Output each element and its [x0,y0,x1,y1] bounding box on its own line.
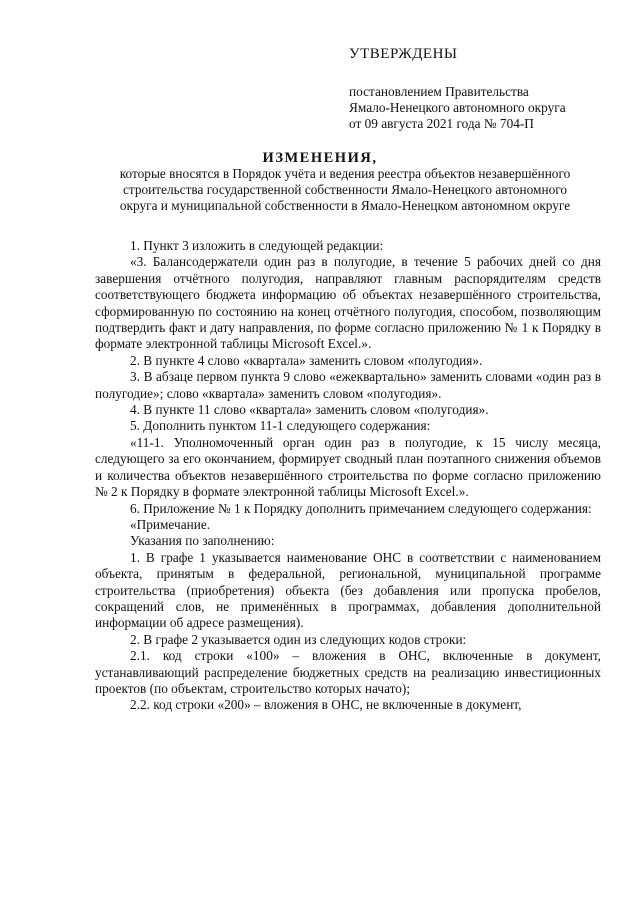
paragraph: 2.1. код строки «100» – вложения в ОНС, включенные в документ, устанавливающий распределение бюджетных средств на реализацию инвестиционных проектов (по объектам, строительство которых начато); [95,648,601,696]
paragraph: «3. Балансодержатели один раз в полугодие, в течение 5 рабочих дней со дня завершения отчётного полугодия, направляют главным распорядителям средств соответствующего бюджета информацию об объектах незавершённого строительства, сформированную по состоянию на конец отчётного полугодия, способом, позволяющим подтвердить факт и дату направления, по форме согласно приложению № 1 к Порядку в формате электронной таблицы Microsoft Excel.». [95,254,601,352]
approval-block [349,84,566,132]
approval-line: от 09 августа 2021 года № 704-П [349,116,534,131]
paragraph: «11-1. Уполномоченный орган один раз в полугодие, к 15 числу месяца, следующего за его окончанием, формирует сводный план поэтапного снижения объемов и количества объектов незавершённого строительства по форме согласно приложению № 2 к Порядку в формате электронной таблицы Microsoft Excel.». [95,434,601,500]
paragraph: 3. В абзаце первом пункта 9 слово «ежеквартально» заменить словами «один раз в полугодие»; слово «квартала» заменить словом «полугодия». [95,369,601,401]
document-title: ИЗМЕНЕНИЯ, [262,150,378,166]
paragraph: 6. Приложение № 1 к Порядку дополнить примечанием следующего содержания: [130,500,592,516]
document-subtitle [80,166,610,214]
paragraph: 5. Дополнить пунктом 11-1 следующего содержания: [130,418,431,434]
paragraph: Указания по заполнению: [130,533,275,549]
subtitle-line: строительства государственной собственности Ямало-Ненецкого автономного [122,182,567,197]
approval-line: Ямало-Ненецкого автономного округа [349,100,566,115]
paragraph: 4. В пункте 11 слово «квартала» заменить словом «полугодия». [130,402,489,418]
paragraph: «Примечание. [130,516,211,532]
paragraph: 2.2. код строки «200» – вложения в ОНС, не включенные в документ, [130,697,522,713]
subtitle-line: округа и муниципальной собственности в Ямало-Ненецком автономном округе [119,198,571,213]
paragraph: 1. Пункт 3 изложить в следующей редакции: [130,238,384,253]
subtitle-line: которые вносятся в Порядок учёта и ведения реестра объектов незавершённого [119,166,571,181]
paragraph: 1. В графе 1 указывается наименование ОНС в соответствии с наименованием объекта, принятым в федеральной, региональной, муниципальной программе строительства (приобретения) объекта (без добавления или пропуска пробелов, сокращений слов, не применённых в программах, добавления дополнительной информации об адресе размещения). [95,549,601,631]
paragraph: 2. В пункте 4 слово «квартала» заменить словом «полугодия». [130,352,483,368]
paragraph: 2. В графе 2 указывается один из следующих кодов строки: [130,631,467,647]
approval-line: постановлением Правительства [349,84,529,99]
approval-heading: УТВЕРЖДЕНЫ [349,46,458,62]
document-body [95,238,601,714]
